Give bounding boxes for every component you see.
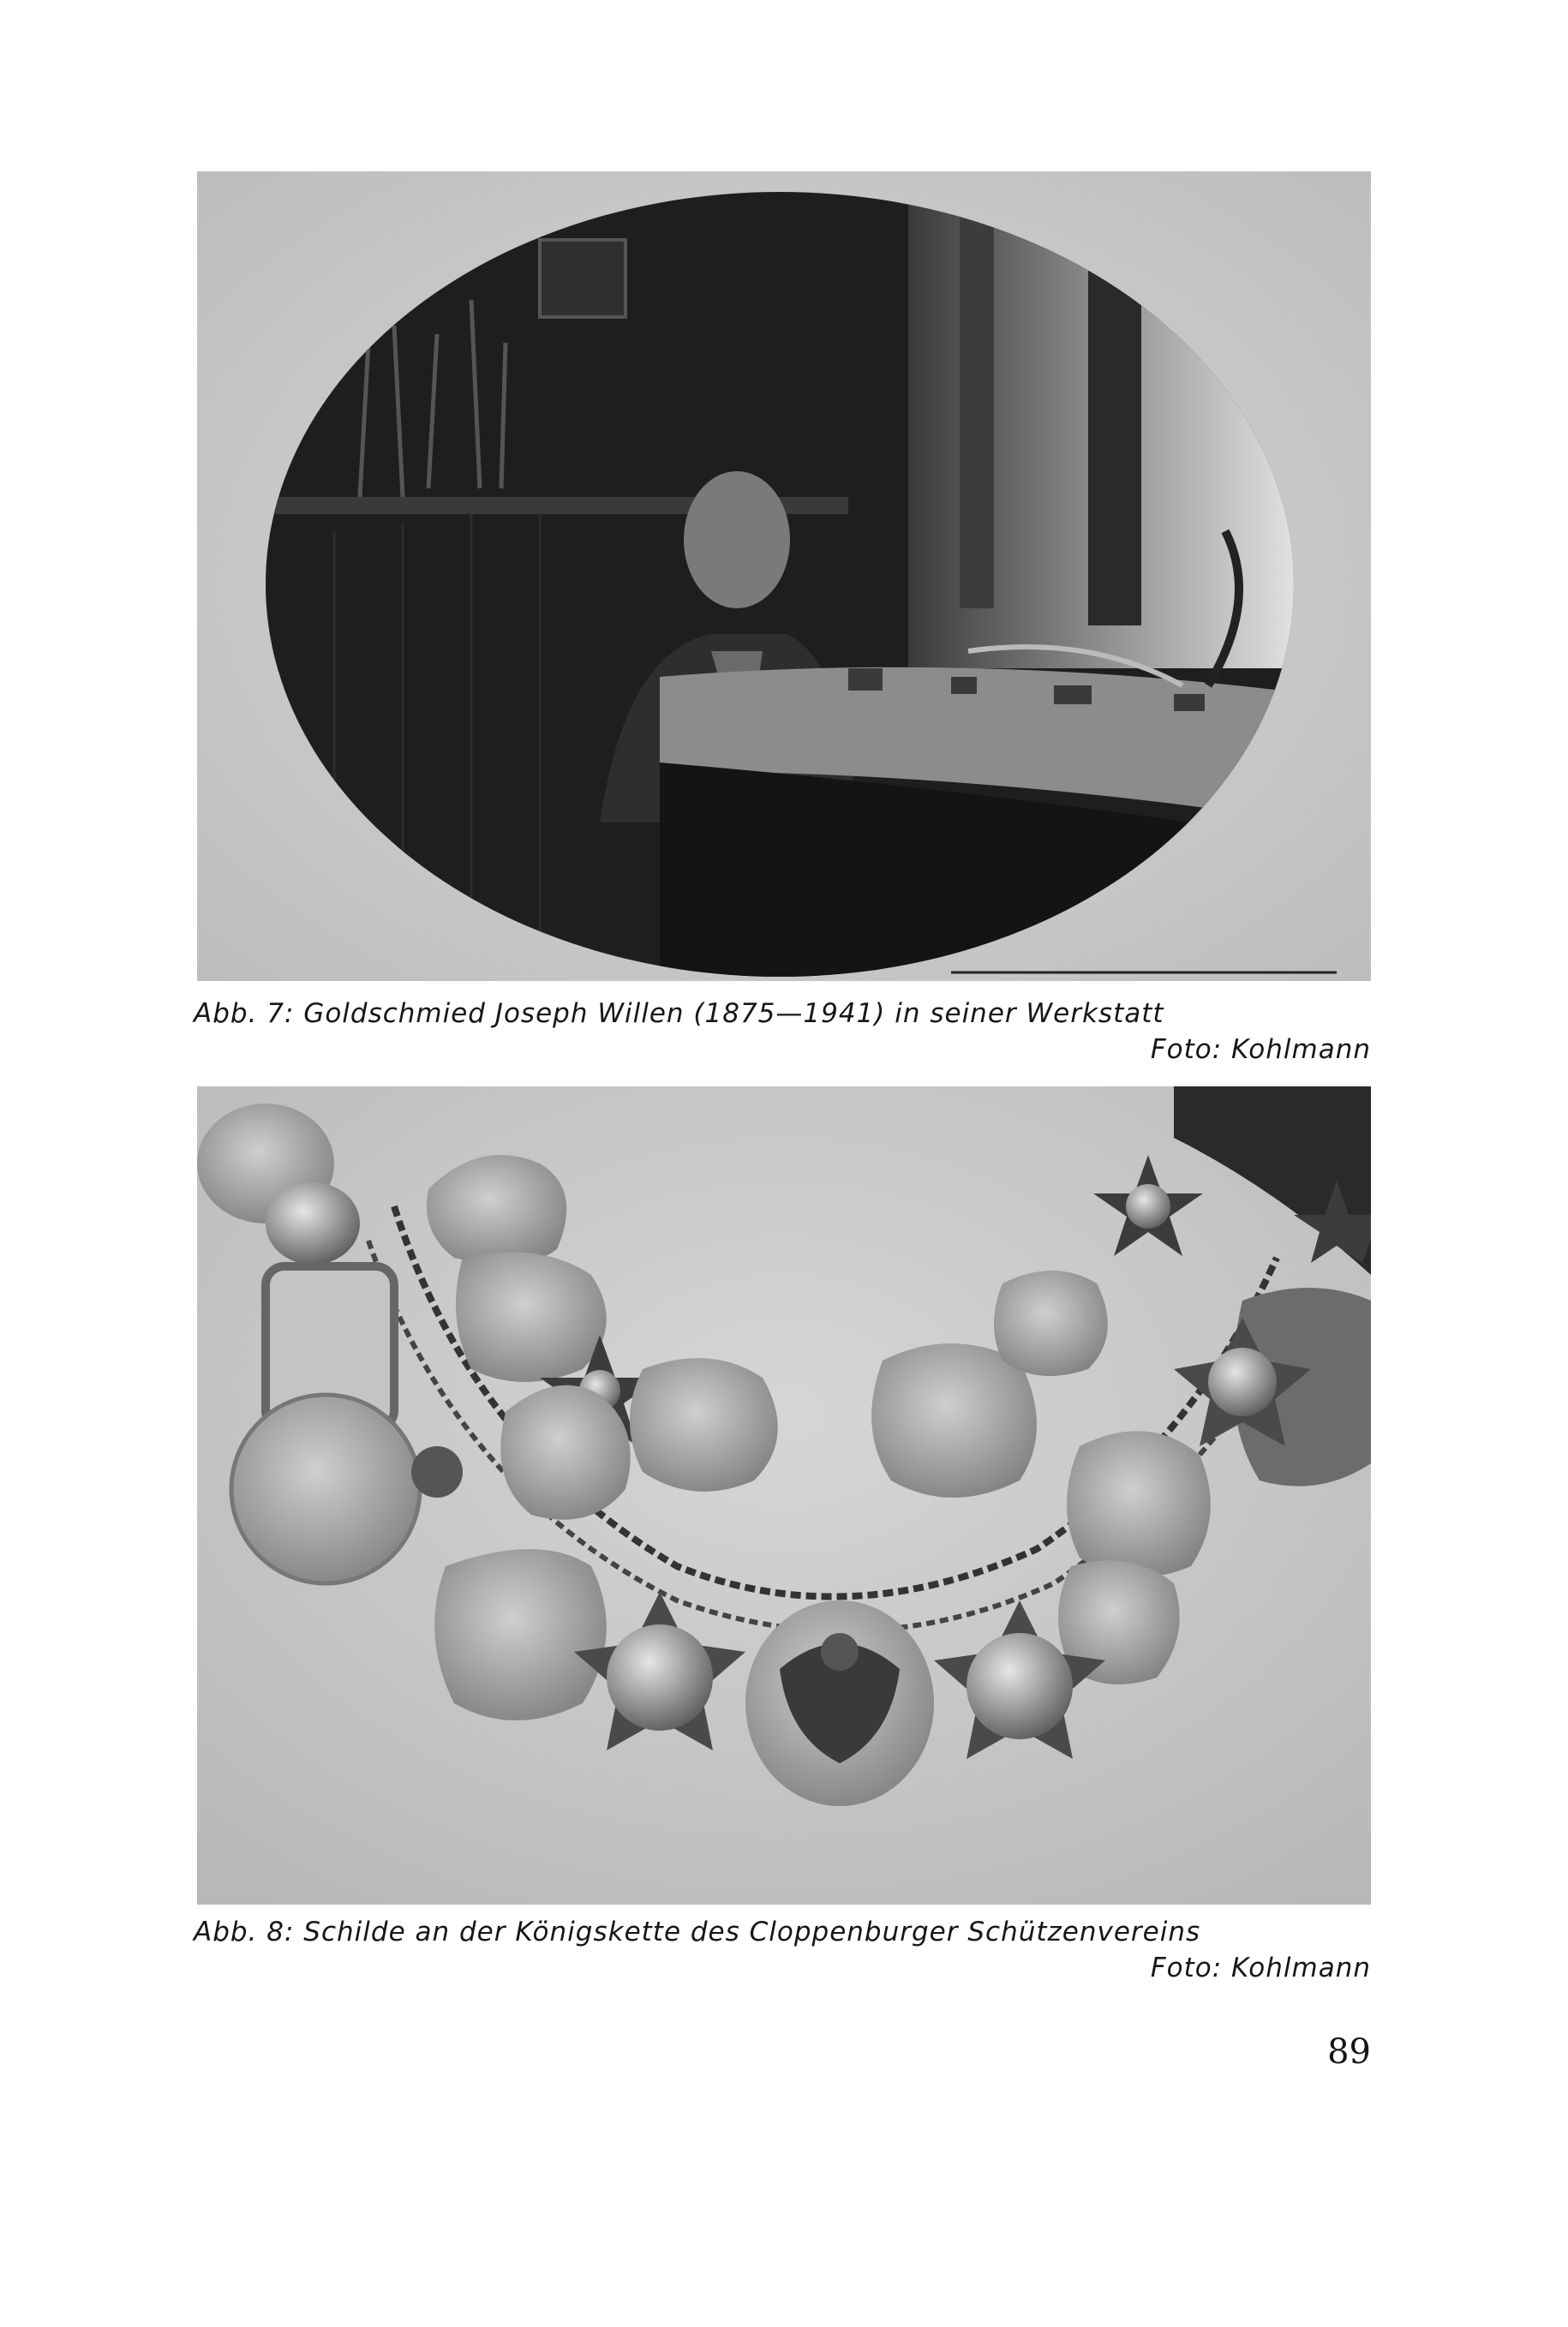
figure-8-credit: Foto: Kohlmann	[1150, 1953, 1371, 1983]
figure-7-credit: Foto: Kohlmann	[1150, 1034, 1371, 1065]
page-number: 89	[1327, 2032, 1371, 2072]
figure-8-caption: Abb. 8: Schilde an der Königskette des Cloppenburger Schützenvereins	[194, 1917, 1201, 1947]
figure-7-photo	[197, 171, 1371, 981]
figure-8-photo	[197, 1086, 1371, 1905]
goldsmith-workshop-photo	[197, 171, 1371, 981]
figure-7-caption: Abb. 7: Goldschmied Joseph Willen (1875—1941) in seiner Werkstatt	[194, 998, 1164, 1029]
kings-chain-shields-photo	[197, 1086, 1371, 1905]
